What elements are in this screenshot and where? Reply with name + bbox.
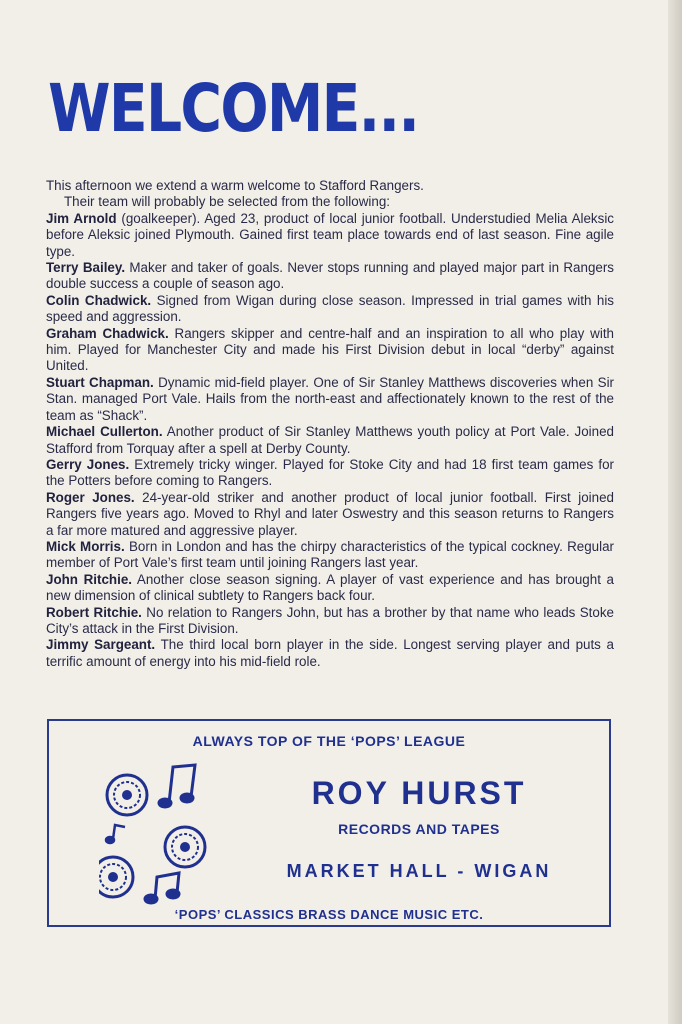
player-entry <box>46 260 614 293</box>
player-description: (goalkeeper). Aged 23, product of local junior football. Understudied Melia Aleksic before Aleksic joined Plymouth. Gained first team place towards end of last season. Fine agile type. <box>46 210 614 259</box>
player-description: Another product of Sir Stanley Matthews youth policy at Port Vale. Joined Stafford from Torquay after a spell at Derby County. <box>46 424 614 456</box>
record-disc-icon <box>165 827 205 867</box>
player-entry <box>46 572 614 605</box>
player-name: John Ritchie. <box>46 571 132 587</box>
player-name: Colin Chadwick. <box>46 292 152 308</box>
player-name: Graham Chadwick. <box>46 325 169 341</box>
player-name: Terry Bailey. <box>46 260 126 276</box>
player-description: Rangers skipper and centre-half and an inspiration to all who play with him. Played for Manchester City and made his First Division debut in local “derby” against United. <box>46 325 614 374</box>
player-name: Jimmy Sargeant. <box>46 637 156 653</box>
player-entry <box>46 539 614 572</box>
player-description: Born in London and has the chirpy characteristics of the typical cockney. Regular member of Port Vale’s first team until joining Rangers last year. <box>46 538 615 571</box>
player-entry <box>46 424 614 457</box>
player-entry <box>46 375 614 424</box>
record-disc-icon <box>107 775 147 815</box>
player-name: Jim Arnold <box>46 210 117 226</box>
music-note-icon <box>106 825 125 843</box>
record-disc-icon <box>99 857 133 897</box>
player-description: Another close season signing. A player of vast experience and has brought a new dimension of clinical subtlety to Rangers back four. <box>46 571 614 604</box>
player-name: Michael Cullerton. <box>46 424 163 440</box>
page-edge <box>668 0 682 1024</box>
player-entry <box>46 293 614 326</box>
intro-line-1: This afternoon we extend a warm welcome to Stafford Rangers. <box>46 178 424 193</box>
player-description: Signed from Wigan during close season. Impressed in trial games with his speed and aggression. <box>46 292 615 325</box>
shop-products: RECORDS AND TAPES <box>338 821 500 837</box>
shop-name: ROY HURST <box>311 775 527 811</box>
page-title: WELCOME... <box>48 70 419 147</box>
player-description: No relation to Rangers John, but has a brother by that name who leads Stoke City’s attack in the First Division. <box>46 604 614 636</box>
player-entry <box>46 637 614 670</box>
player-entry <box>46 490 614 539</box>
player-description: Maker and taker of goals. Never stops running and played major part in Rangers double success a couple of season ago. <box>46 260 615 292</box>
advert-footer: ‘POPS’ CLASSICS BRASS DANCE MUSIC ETC. <box>174 907 484 922</box>
music-note-icon <box>145 873 179 903</box>
player-description: Extremely tricky winger. Played for Stoke City and had 18 first team games for the Potters before coming to Rangers. <box>46 456 615 489</box>
player-description: The third local born player in the side. Longest serving player and puts a terrific amount of energy into his mid-field role. <box>46 637 615 669</box>
player-entry <box>46 211 614 260</box>
player-name: Mick Morris. <box>46 538 125 554</box>
player-entry <box>46 326 614 375</box>
player-entry <box>46 605 614 638</box>
advert-headline: ALWAYS TOP OF THE ‘POPS’ LEAGUE <box>192 733 466 749</box>
music-note-icon <box>159 765 195 807</box>
article-body <box>46 178 614 670</box>
intro-line-2: Their team will probably be selected from the following: <box>64 194 390 210</box>
records-and-notes-illustration <box>99 761 219 911</box>
player-name: Stuart Chapman. <box>46 374 154 390</box>
player-name: Robert Ritchie. <box>46 604 142 620</box>
shop-address: MARKET HALL - WIGAN <box>286 861 552 881</box>
player-description: 24-year-old striker and another product of local junior football. First joined Rangers five years ago. Moved to Rhyl and later Oswestry and this season returns to Rangers a far more matured and aggressive player. <box>46 489 614 538</box>
player-entry <box>46 457 614 490</box>
player-name: Gerry Jones. <box>46 456 130 472</box>
player-description: Dynamic mid-field player. One of Sir Stanley Matthews discoveries when Sir Stan. managed Port Vale. Hails from the north-east and affectionately known to the rest of the team as “Shack”. <box>46 374 614 423</box>
player-name: Roger Jones. <box>46 489 135 505</box>
record-shop-advert <box>47 719 611 927</box>
